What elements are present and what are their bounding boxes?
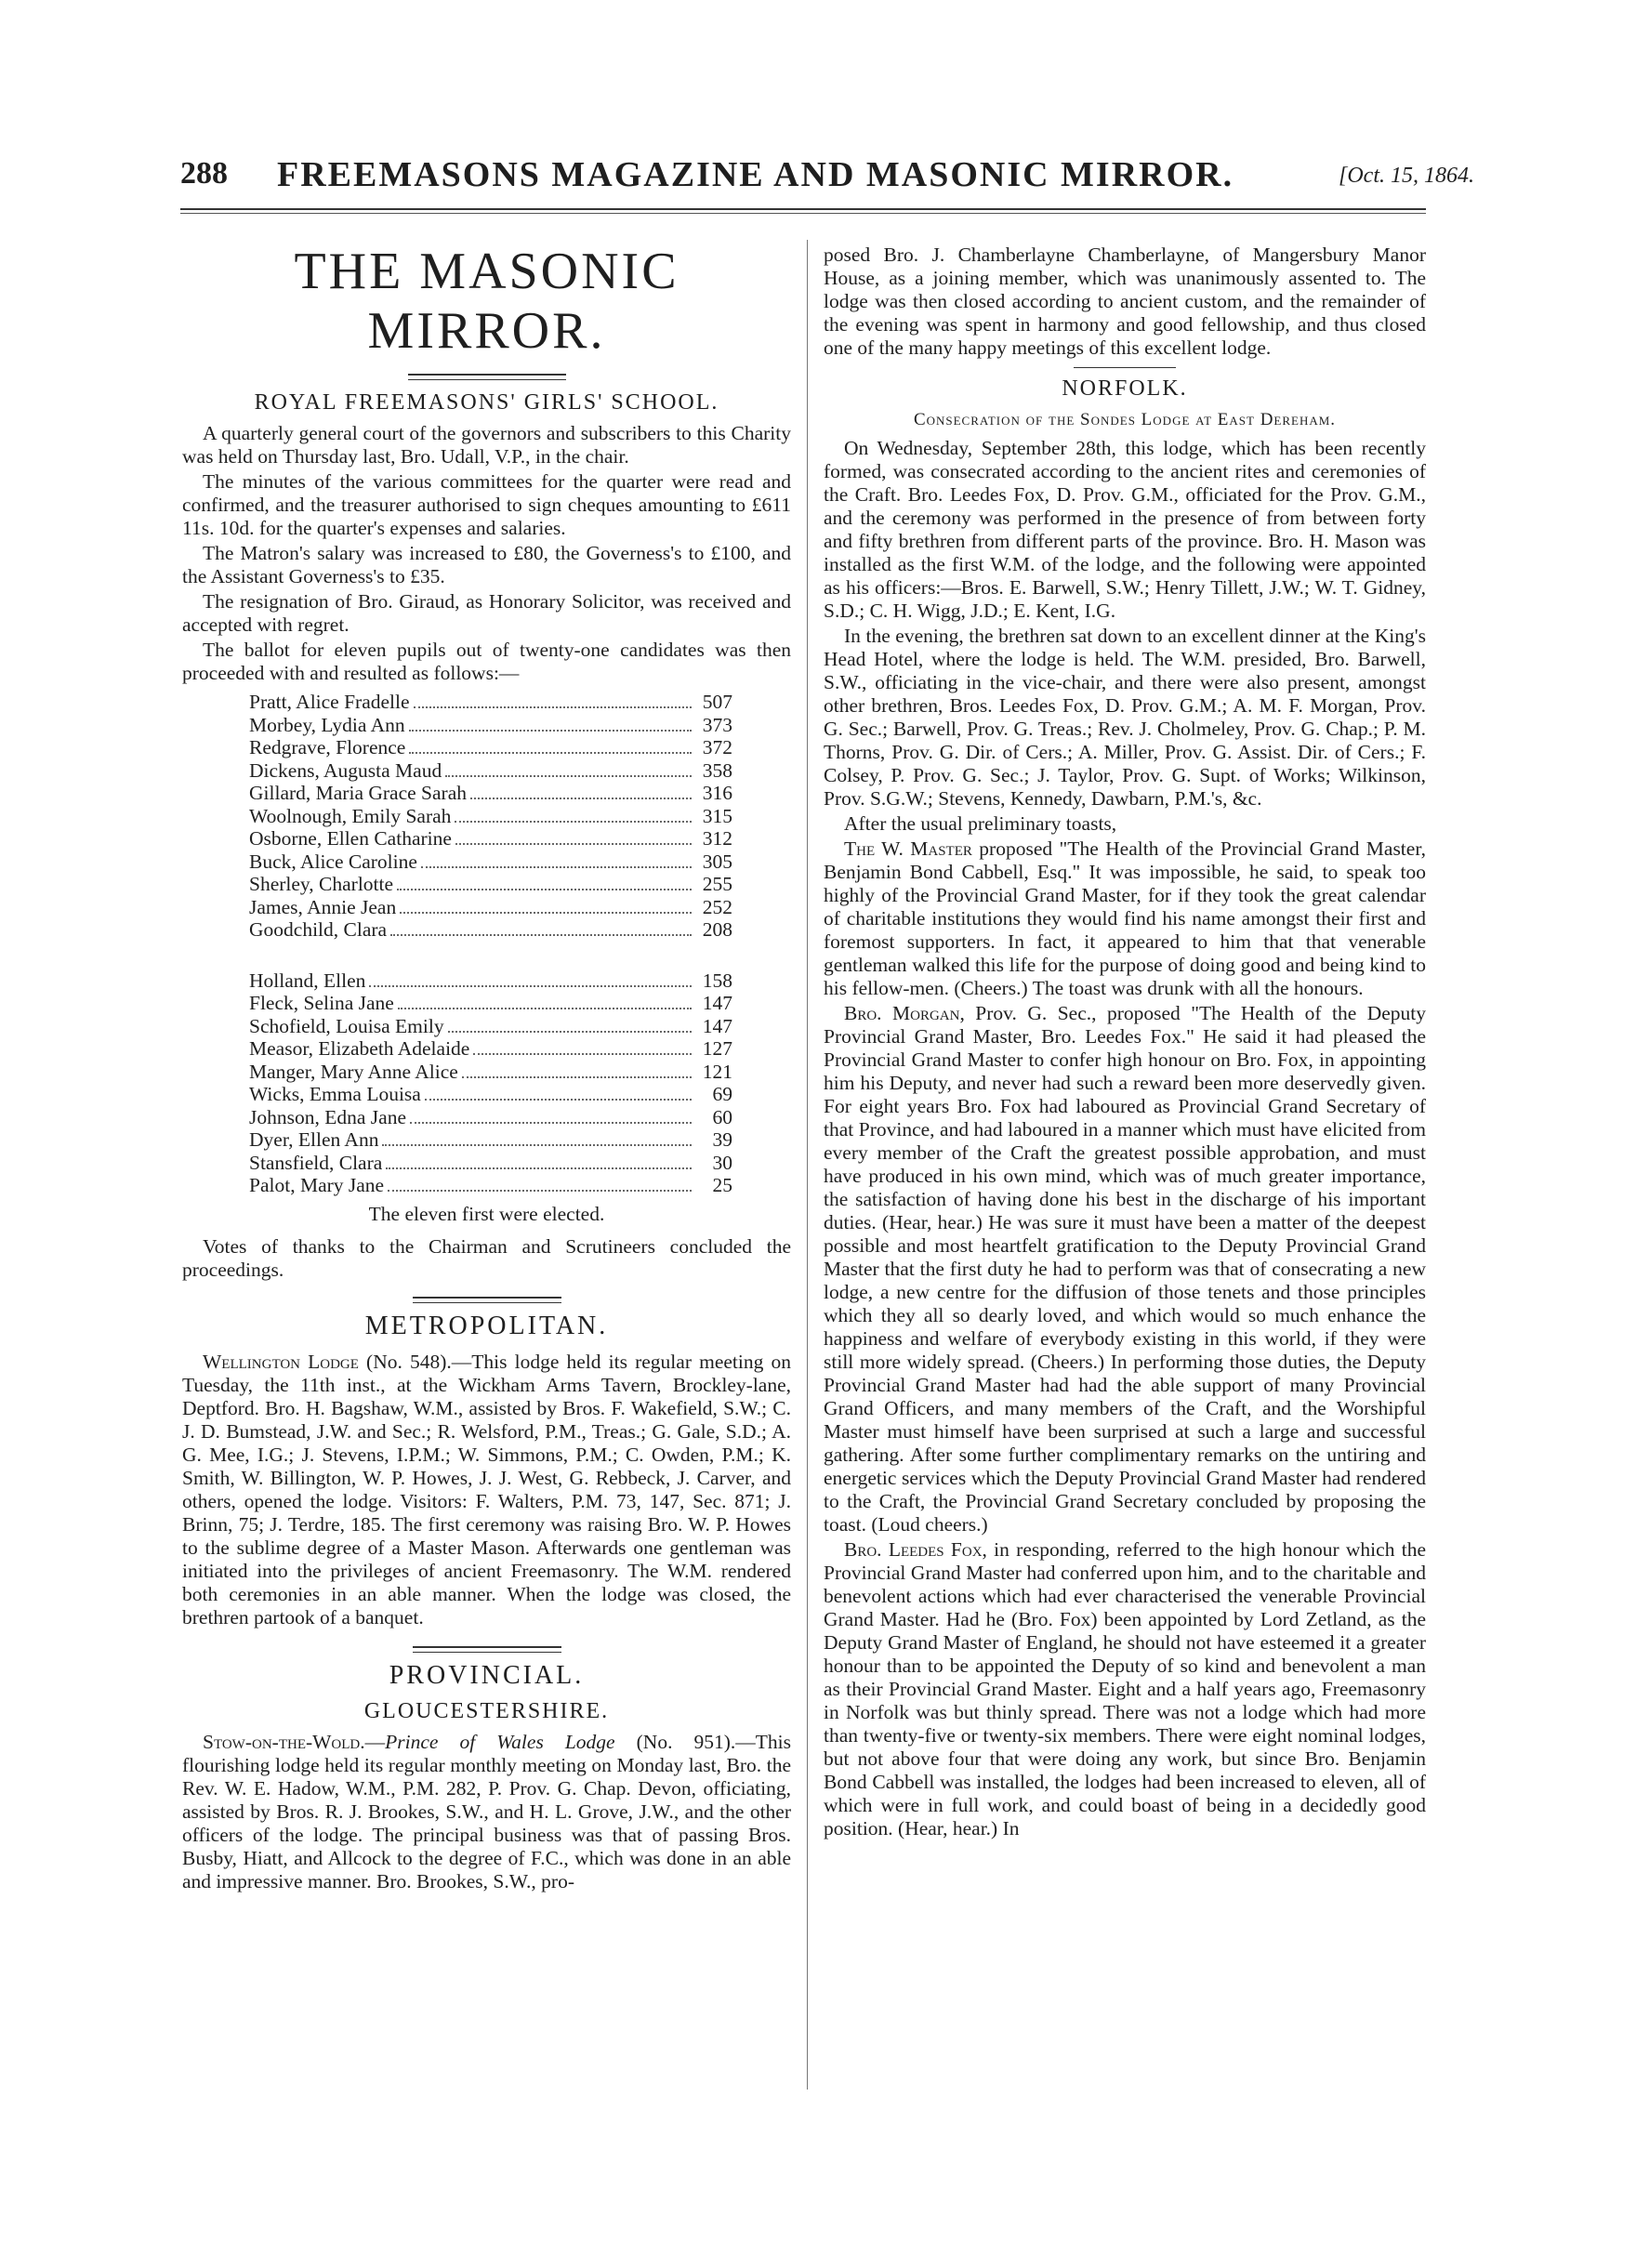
candidate-name: Schofield, Louisa Emily (249, 1014, 444, 1037)
leader-dots (455, 821, 692, 823)
candidate-votes: 316 (702, 782, 732, 804)
leader-dots (386, 1167, 692, 1169)
candidate-name: Holland, Ellen (249, 969, 366, 992)
double-rule (413, 1297, 561, 1303)
leader-dots (400, 912, 692, 914)
paragraph: The minutes of the various committees for the quarter were read and confirmed, and the treasurer authorised to sign cheques amounting to £611 11s. 10d. for the quarter's expenses and salaries. (182, 470, 791, 539)
leader-dots (409, 730, 692, 732)
candidate-votes: 39 (712, 1128, 732, 1151)
candidate-row (249, 969, 732, 993)
candidate-row (249, 1037, 732, 1061)
paragraph: Stow-on-the-Wold.—Prince of Wales Lodge (No. 951).—This flourishing lodge held its regular monthly meeting on Monday last, Bro. the Rev. W. E. Hadow, W.M., P.M. 282, P. Prov. G. Chap. Devon, officiating, assisted by Bros. R. J. Brookes, S.W., and H. L. Grove, J.W., and the other officers of the lodge. The principal business was that of passing Bros. Busby, Hiatt, and Allcock to the degree of F.C., which was done in an able and impressive manner. Bro. Brookes, S.W., pro- (182, 1730, 791, 1892)
candidate-row (249, 759, 732, 783)
paragraph: Wellington Lodge (No. 548).—This lodge held its regular meeting on Tuesday, the 11th inst., at the Wickham Arms Tavern, Brockley-lane, Deptford. Bro. H. Bagshaw, W.M., assisted by Bros. F. Wakefield, S.W.; C. J. D. Bumstead, J.W. and Sec.; R. Welsford, P.M., Treas.; G. Gale, S.D.; A. G. Mee, I.G.; J. Stevens, I.P.M.; W. Simmons, P.M.; C. Owden, P.M.; K. Smith, W. Billington, W. P. Howes, J. J. West, G. Rebbeck, J. Carver, and others, opened the lodge. Visitors: F. Walters, P.M. 73, 147, Sec. 871; J. Brinn, 75; J. Terdre, 185. The first ceremony was raising Bro. W. P. Howes to the sublime degree of a Master Mason. Afterwards one gentleman was initiated into the privileges of ancient Freemasonry. The W.M. rendered both ceremonies in an able manner. When the lodge was closed, the brethren partook of a banquet. (182, 1350, 791, 1628)
metropolitan-heading: METROPOLITAN. (364, 1311, 609, 1340)
candidate-name: Stansfield, Clara (249, 1151, 383, 1174)
leader-dots (397, 889, 692, 890)
right-column (824, 244, 1426, 1842)
paragraph: The W. Master proposed "The Health of the Provincial Grand Master, Benjamin Bond Cabbell, Esq." It was impossible, he said, to speak too highly of the Provincial Grand Master, for if they took the great calendar of charitable institutions they would find his name amongst their first and foremost supporters. In fact, it appeared to him that that venerable gentleman walked this life for the purpose of doing good and being kind to his fellow-men. (Cheers.) The toast was drunk with all the honours. (824, 837, 1427, 999)
paragraph: The Matron's salary was increased to £80, the Governess's to £100, and the Assistant Governess's to £35. (182, 542, 791, 587)
elected-note: The eleven first were elected. (368, 1202, 605, 1225)
candidate-name: Sherley, Charlotte (249, 873, 394, 895)
paragraph: In the evening, the brethren sat down to an excellent dinner at the King's Head Hotel, where the lodge is held. The W.M. presided, Bro. Barwell, S.W., officiating in the vice-chair, and there were also present, amongst other brethren, Bros. Leedes Fox, D. Prov. G.M.; A. M. F. Morgan, Prov. G. Sec.; Barwell, Prov. G. Treas.; Rev. J. Cholmeley, Prov. G. Chap.; P. M. Thorns, Prov. G. Dir. of Cers.; A. Miller, Prov. G. Assist. Dir. of Cers.; F. Colsey, P. Prov. G. Sec.; J. Taylor, Prov. G. Supt. of Works; Wilkinson, Prov. S.G.W.; Stevens, Kennedy, Dawbarn, P.M.'s, &c. (824, 625, 1426, 810)
column-divider (807, 240, 808, 2090)
leader-dots (470, 798, 692, 799)
candidate-votes: 372 (702, 736, 732, 758)
leader-dots (425, 1099, 692, 1101)
other-candidates-list (249, 969, 732, 1197)
section-title: THE MASONIC MIRROR. (294, 243, 679, 360)
candidate-row (249, 992, 732, 1015)
elected-candidates-list (249, 691, 732, 942)
candidate-name: Manger, Mary Anne Alice (249, 1060, 458, 1083)
candidate-name: Gillard, Maria Grace Sarah (249, 782, 468, 804)
leader-dots (462, 1076, 692, 1078)
candidate-row (249, 896, 732, 919)
candidate-row (249, 805, 732, 828)
candidate-votes: 158 (702, 969, 732, 992)
left-column (182, 240, 791, 1895)
leader-dots (445, 775, 692, 777)
leader-dots (410, 1122, 692, 1124)
candidate-name: Johnson, Edna Jane (249, 1105, 406, 1128)
candidate-votes: 507 (702, 691, 732, 713)
candidate-name: James, Annie Jean (249, 895, 397, 918)
consecration-subheading: Consecration of the Sondes Lodge at East Dereham. (913, 410, 1337, 429)
candidate-votes: 121 (702, 1060, 732, 1083)
paragraph: The resignation of Bro. Giraud, as Honorary Solicitor, was received and accepted with regret. (182, 590, 791, 636)
candidate-row (249, 691, 732, 714)
candidate-row (249, 782, 732, 805)
candidate-votes: 208 (702, 918, 732, 941)
paragraph: Bro. Leedes Fox, in responding, referred to the high honour which the Provincial Grand Master had conferred upon him, and to the charitable and benevolent actions which had ever characterised the venerable Provincial Grand Master. Had he (Bro. Fox) been appointed by Lord Zetland, as the Deputy Grand Master of England, he should not have esteemed it a greater honour than to be appointed the Deputy of so kind and benevolent a man as their Provincial Grand Master. Eight and a half years ago, Freemasonry in Norfolk was but thinly spread. There was not a lodge which had more than twenty-five or twenty-six members. There were eight nominal lodges, but not above four that were doing any work, but since Bro. Benjamin Bond Cabbell was installed, the lodges had been increased to eleven, all of which were in full work, and could boast of being in a decidedly good position. (Hear, hear.) In (824, 1538, 1426, 1839)
candidate-name: Fleck, Selina Jane (249, 992, 394, 1014)
separator-rule (1074, 367, 1176, 368)
candidate-votes: 60 (712, 1105, 732, 1128)
candidate-name: Dyer, Ellen Ann (249, 1128, 379, 1151)
place-name: Stow-on-the-Wold. (203, 1730, 365, 1753)
candidate-votes: 312 (702, 827, 732, 850)
paragraph: The ballot for eleven pupils out of twenty-one candidates was then proceeded with and resulted as follows:— (182, 639, 791, 684)
leader-dots (448, 1031, 692, 1033)
double-rule (408, 374, 566, 380)
candidate-name: Buck, Alice Caroline (249, 850, 417, 873)
leader-dots (455, 843, 692, 845)
candidate-votes: 255 (702, 873, 732, 895)
candidate-name: Woolnough, Emily Sarah (249, 804, 452, 827)
county-heading: GLOUCESTERSHIRE. (363, 1698, 610, 1723)
candidate-row (249, 827, 732, 850)
leader-dots (369, 985, 692, 987)
candidate-name: Dickens, Augusta Maud (249, 758, 442, 782)
leader-dots (398, 1008, 692, 1009)
page-number: 288 (180, 156, 228, 191)
paragraph: On Wednesday, September 28th, this lodge, which has been recently formed, was consecrated according to the ancient rites and ceremonies of the Craft. Bro. Leedes Fox, D. Prov. G.M., officiated for the Prov. G.M., and the ceremony was performed in the presence of from between forty and fifty brethren from different parts of the province. Bro. H. Mason was installed as the first W.M. of the lodge, and the following were appointed as his officers:—Bros. E. Barwell, S.W.; Henry Tillett, J.W.; W. T. Gidney, S.D.; C. H. Wigg, J.D.; E. Kent, I.G. (824, 437, 1426, 622)
leader-dots (390, 934, 692, 936)
candidate-name: Goodchild, Clara (249, 918, 388, 941)
magazine-title: FREEMASONS MAGAZINE AND MASONIC MIRROR. (277, 155, 1234, 194)
candidate-row (249, 1061, 732, 1084)
leader-dots (473, 1053, 692, 1055)
candidate-row (249, 736, 732, 759)
provincial-heading: PROVINCIAL. (389, 1660, 585, 1690)
candidate-row (249, 918, 732, 942)
candidate-name: Wicks, Emma Louisa (249, 1083, 421, 1105)
candidate-name: Osborne, Ellen Catharine (249, 827, 452, 850)
candidate-votes: 315 (702, 804, 732, 827)
paragraph: After the usual preliminary toasts, (844, 812, 1117, 835)
double-rule (413, 1646, 561, 1653)
candidate-row (249, 1015, 732, 1038)
candidate-votes: 25 (712, 1174, 732, 1196)
paragraph: A quarterly general court of the governors and subscribers to this Charity was held on Thursday last, Bro. Udall, V.P., in the chair. (182, 422, 791, 468)
girls-school-heading: ROYAL FREEMASONS' GIRLS' SCHOOL. (254, 390, 719, 415)
candidate-name: Redgrave, Florence (249, 736, 406, 758)
norfolk-heading: NORFOLK. (1062, 376, 1188, 401)
candidate-row (249, 1174, 732, 1197)
candidate-votes: 305 (702, 850, 732, 873)
candidate-row (249, 850, 732, 874)
leader-dots (409, 752, 692, 754)
header-rule (180, 208, 1426, 210)
candidate-votes: 147 (702, 992, 732, 1014)
candidate-row (249, 873, 732, 896)
candidate-votes: 69 (712, 1083, 732, 1105)
candidate-row (249, 1106, 732, 1129)
issue-date: [Oct. 15, 1864. (1339, 164, 1474, 188)
candidate-row (249, 1152, 732, 1175)
candidate-name: Morbey, Lydia Ann (249, 713, 405, 736)
paragraph: Votes of thanks to the Chairman and Scrutineers concluded the proceedings. (182, 1234, 791, 1281)
leader-dots (382, 1144, 692, 1146)
candidate-name: Measor, Elizabeth Adelaide (249, 1037, 470, 1060)
paragraph: posed Bro. J. Chamberlayne Chamberlayne, of Mangersbury Manor House, as a joining member, which was unanimously assented to. The lodge was then closed according to ancient custom, and the remainder of the evening was spent in harmony and good fellowship, and thus closed one of the many happy meetings of this excellent lodge. (824, 244, 1426, 359)
leader-dots (421, 866, 692, 868)
candidate-votes: 358 (702, 758, 732, 782)
page-header (0, 156, 1636, 203)
lodge-name: Wellington Lodge (203, 1350, 359, 1373)
candidate-votes: 127 (702, 1037, 732, 1060)
leader-dots (388, 1190, 692, 1192)
lodge-name: Prince of Wales Lodge (385, 1730, 615, 1753)
candidate-name: Pratt, Alice Fradelle (249, 691, 410, 713)
candidate-row (249, 1128, 732, 1152)
header-rule-thin (180, 213, 1426, 214)
candidate-votes: 373 (702, 713, 732, 736)
candidate-votes: 147 (702, 1014, 732, 1037)
candidate-name: Palot, Mary Jane (249, 1174, 385, 1196)
candidate-votes: 252 (702, 895, 732, 918)
candidate-votes: 30 (712, 1151, 732, 1174)
candidate-row (249, 714, 732, 737)
leader-dots (414, 706, 692, 708)
candidate-row (249, 1083, 732, 1106)
paragraph: Bro. Morgan, Prov. G. Sec., proposed "The Health of the Deputy Provincial Grand Master, Bro. Leedes Fox." He said it had pleased the Provincial Grand Master to confer high honour on Bro. Fox, in appointing him his Deputy, and never had such a reward been more deservedly given. For eight years Bro. Fox had laboured as Provincial Grand Secretary of that Province, and had laboured in a manner which must have elicited from every member of the Craft the greatest possible approbation, and must have produced in his own mind, which was of much greater importance, the satisfaction of having done his best in the discharge of his important duties. (Hear, hear.) He was sure it must have been a matter of the deepest possible and most heartfelt gratification to the Deputy Provincial Grand Master that the first duty he had to perform was that of consecrating a new lodge, a new centre for the diffusion of those tenets and those principles which they all so dearly loved, and which would so much enhance the happiness and welfare of everybody existing in this world, if they were still more widely spread. (Cheers.) In performing those duties, the Deputy Provincial Grand Master had had the able support of many Provincial Grand Officers, and many members of the Craft, and the Worshipful Master must himself have been surprised at such a large and successful gathering. After some further complimentary remarks on the untiring and energetic services which the Deputy Provincial Grand Master had rendered to the Craft, the Provincial Grand Secretary concluded by proposing the toast. (Loud cheers.) (824, 1002, 1426, 1536)
